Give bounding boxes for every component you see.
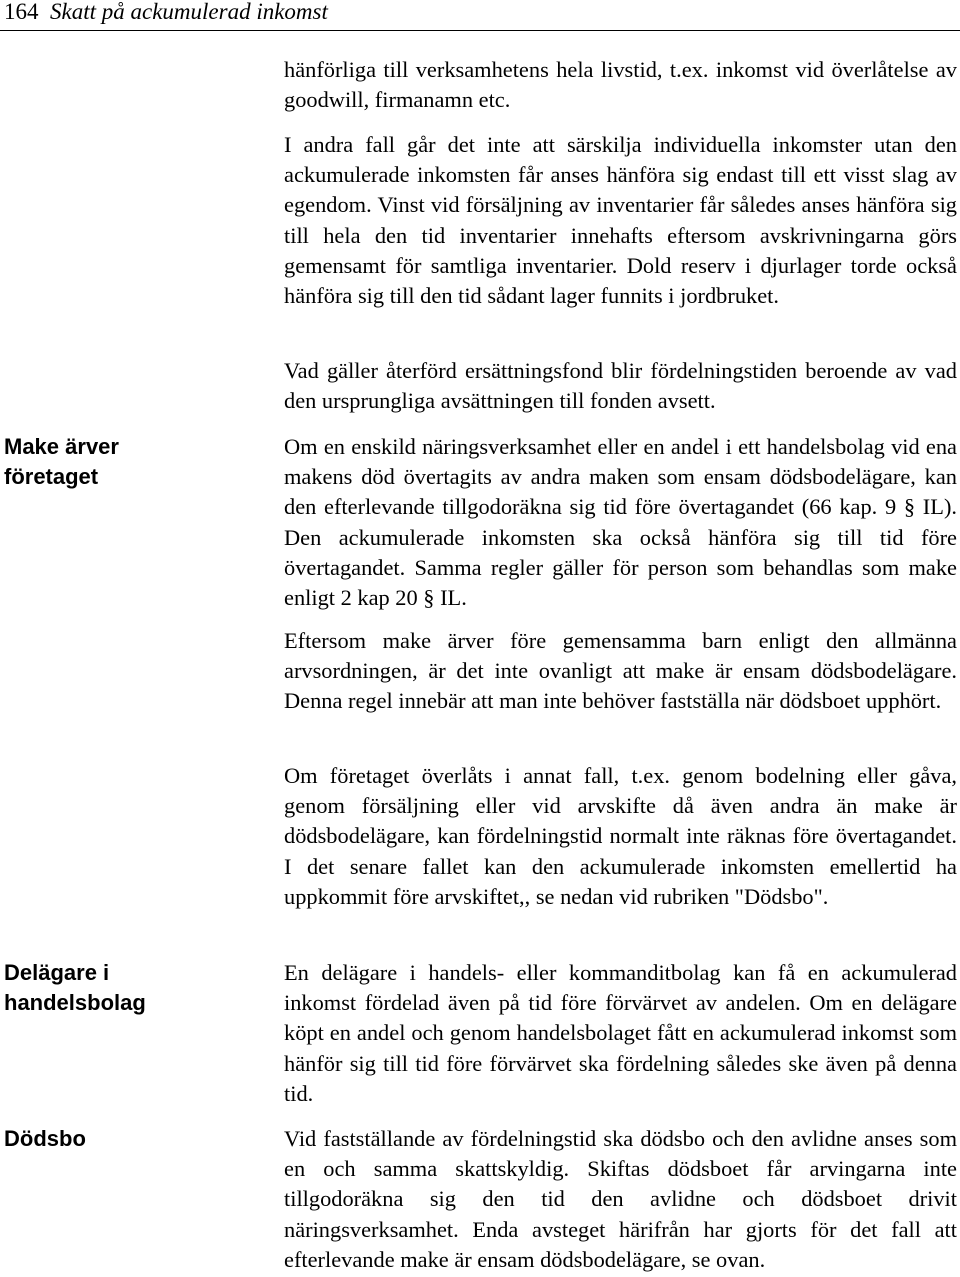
paragraph: Om företaget överlåts i annat fall, t.ex. genom bodelning eller gåva, genom försäljning eller vid arvskifte då även andra än make är dödsbodelägare, kan fördelningstid normalt inte räknas före övertagandet. I det senare fallet kan den ackumulerade inkomsten emellertid ha uppkommit före arvskiftet,, se nedan vid rubriken "Dödsbo".: [284, 763, 957, 909]
paragraph: I andra fall går det inte att särskilja individuella inkomster utan den ackumulerade inkomsten får anses hänföra sig endast till ett visst slag av egendom. Vinst vid försäljning av inventarier får således anses hänföra sig till hela den tid inventarier innehafts eftersom avskrivningarna görs gemensamt för samtliga inventarier. Dold reserv i djurlager torde också hänföra sig till den tid sådant lager funnits i jordbruket.: [284, 132, 957, 309]
paragraph: Eftersom make ärver före gemensamma barn enligt den allmänna arvsordningen, är det inte ovanligt att make är ensam dödsbodelägare. Denna regel innebär att man inte behöver fastställa när dödsboet upphört.: [284, 628, 957, 714]
margin-note-delagare: Delägare i handelsbolag: [4, 960, 146, 1015]
paragraph: Vad gäller återförd ersättningsfond blir fördelningstiden beroende av vad den ursprungliga avsättningen till fonden avsett.: [284, 358, 957, 414]
header-rule: [0, 30, 960, 31]
paragraph: Vid fastställande av fördelningstid ska dödsbo och den avlidne anses som en och samma skattskyldig. Skiftas dödsboet får arvingarna inte tillgodoräkna sig den tid den avlidne och dödsboet drivit näringsverksamhet. Enda avsteget härifrån har gjorts för det fall att efterlevande make är ensam dödsbodelägare, se ovan.: [284, 1126, 957, 1272]
running-head: [4, 0, 328, 24]
page-number: 164: [4, 0, 39, 24]
running-title: Skatt på ackumulerad inkomst: [50, 0, 328, 24]
margin-note-make-arver: Make ärver företaget: [4, 434, 119, 489]
paragraph: hänförliga till verksamhetens hela livstid, t.ex. inkomst vid överlåtelse av goodwill, firmanamn etc.: [284, 57, 957, 113]
paragraph: Om en enskild näringsverksamhet eller en andel i ett handelsbolag vid ena makens död övertagits av andra maken som ensam dödsbodelägare, kan den efterlevande tillgodoräkna sig tid före övertagandet (66 kap. 9 § IL). Den ackumulerade inkomsten ska också hänföra sig till tid före övertagandet. Samma regler gäller för person som behandlas som make enligt 2 kap 20 § IL.: [284, 434, 957, 611]
margin-note-dodsbo: Dödsbo: [4, 1126, 86, 1151]
paragraph: En delägare i handels- eller kommanditbolag kan få en ackumulerad inkomst fördelad även på tid före förvärvet av andelen. Om en delägare köpt en andel och genom handelsbolaget fått en ackumulerad inkomst som hänför sig till tid före förvärvet ska fördelning således ske även på denna tid.: [284, 960, 957, 1106]
